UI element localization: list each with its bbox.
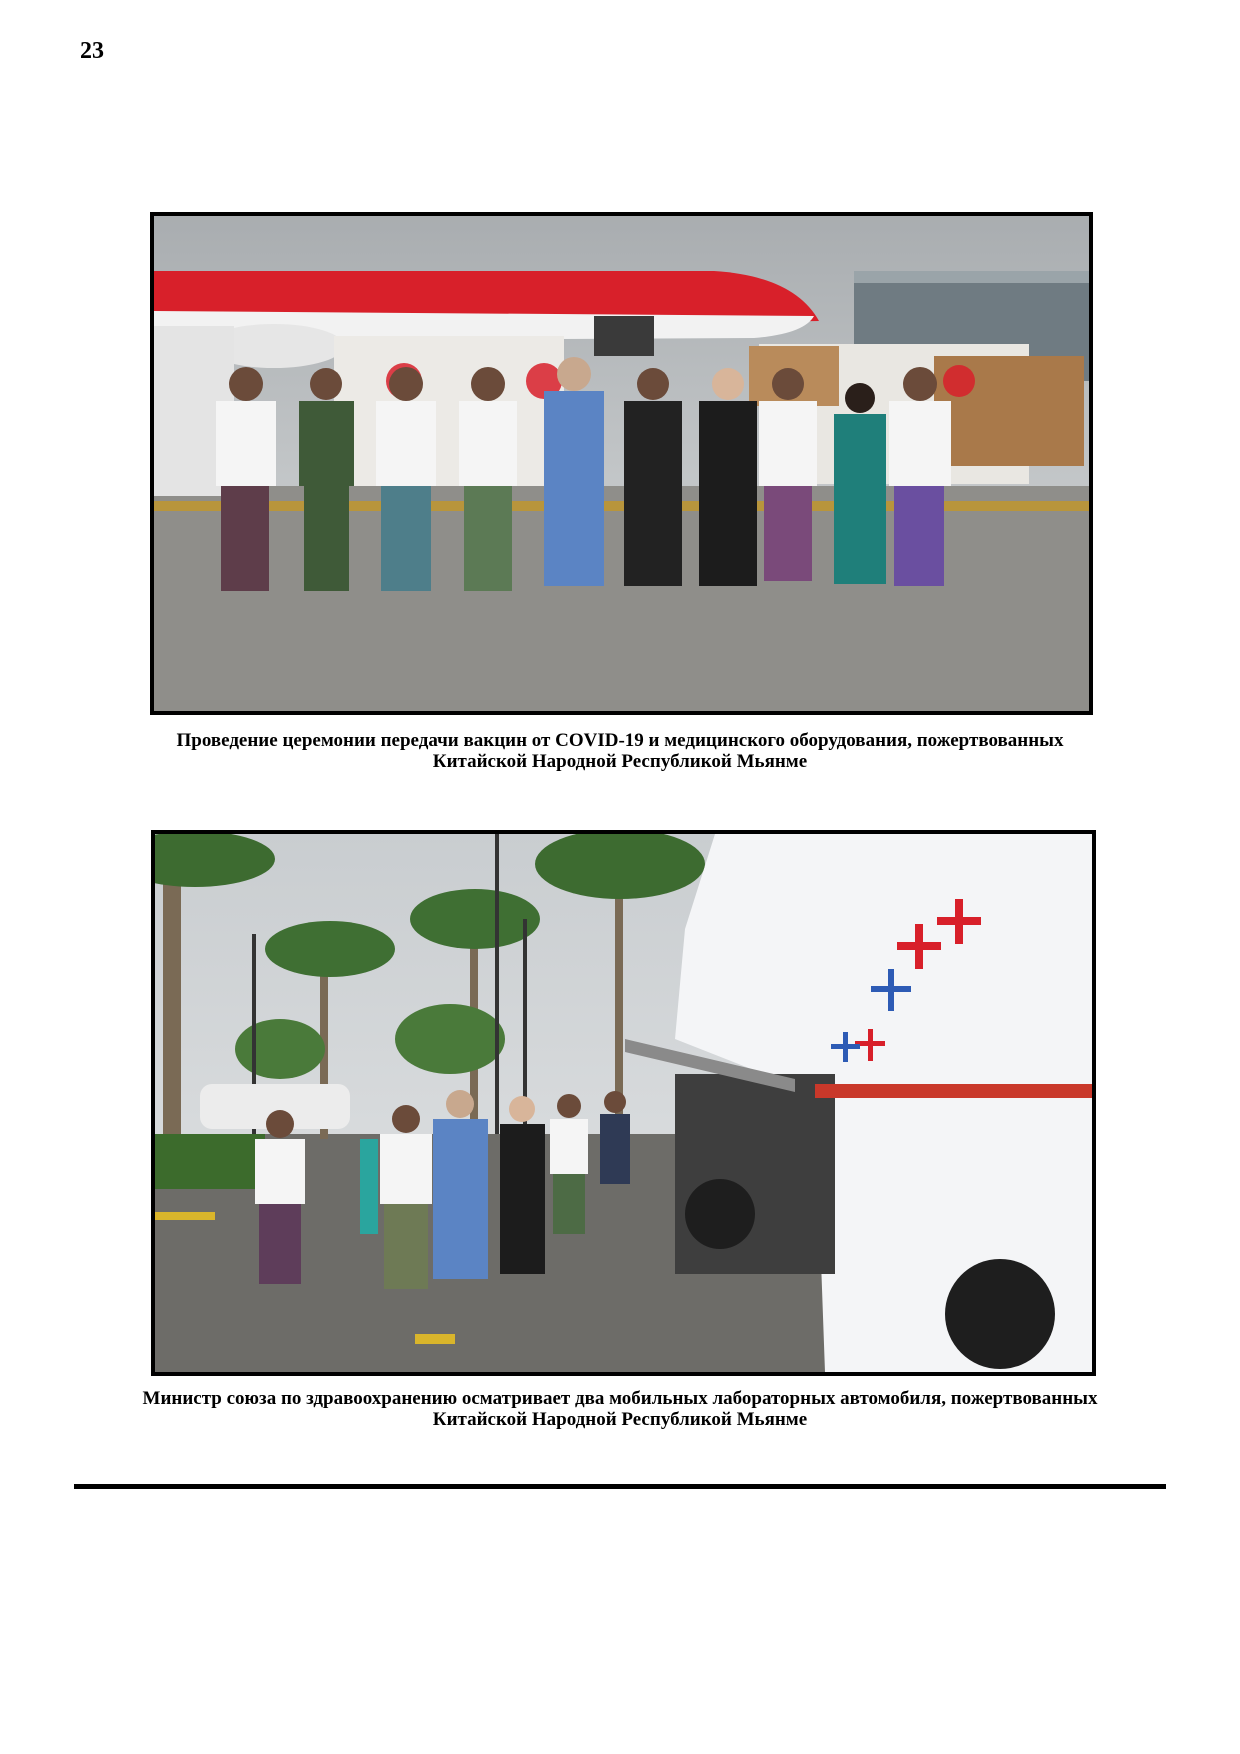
page-number: 23 [80, 38, 104, 64]
ceremony-photo-illustration [154, 216, 1089, 711]
photo-mobile-lab-inspection [151, 830, 1096, 1376]
footer-rule [74, 1484, 1166, 1489]
figure-2-caption [60, 1388, 1180, 1430]
inspection-photo-illustration [155, 834, 1092, 1372]
figure-1-caption-line-2: Китайской Народной Республикой Мьянме [432, 751, 808, 772]
photo-vaccine-handover-ceremony [150, 212, 1093, 715]
figure-1-caption [60, 730, 1180, 772]
figure-1-caption-line-1: Проведение церемонии передачи вакцин от COVID-19 и медицинского оборудования, пожертвованных [176, 730, 1064, 751]
figure-2-caption-line-2: Китайской Народной Республикой Мьянме [432, 1409, 808, 1430]
figure-2-caption-line-1: Министр союза по здравоохранению осматривает два мобильных лабораторных автомобиля, пожертвованных [142, 1388, 1098, 1409]
